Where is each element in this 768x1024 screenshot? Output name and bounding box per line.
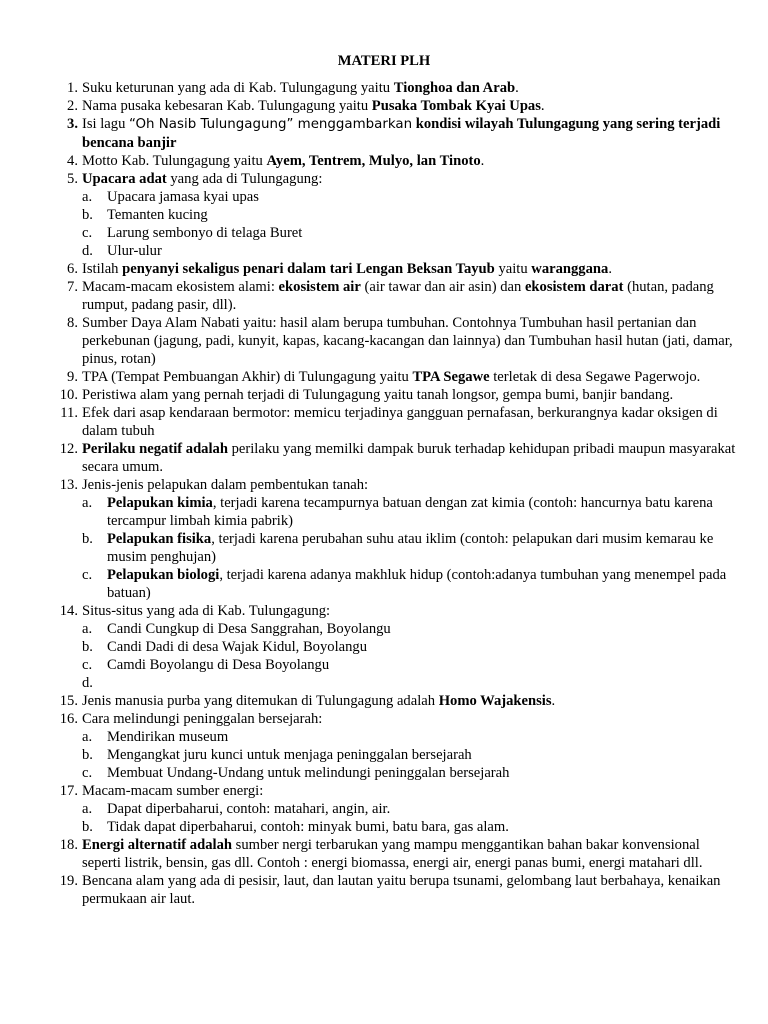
item-text	[82, 115, 740, 152]
sub-item-text	[107, 764, 740, 782]
text-segment: .	[551, 693, 556, 709]
sub-list-item	[50, 674, 740, 692]
bold-text: Perilaku negatif adalah	[82, 441, 228, 457]
bold-text: penyanyi sekaligus penari dalam tari Lengan Beksan Tayub	[122, 261, 495, 277]
text-segment: (hutan, padang rumput, padang pasir, dll).	[82, 279, 714, 313]
text-segment: .	[515, 80, 519, 96]
item-number: 2.	[67, 98, 78, 114]
list-item	[50, 440, 740, 476]
text-segment: Ulur-ulur	[107, 243, 162, 259]
bold-text: ekosistem darat	[524, 279, 624, 295]
bold-text: kondisi wilayah Tulungagung yang sering terjadi bencana banjir	[82, 116, 721, 151]
sub-item-text	[107, 566, 740, 602]
document-title: MATERI PLH	[337, 53, 431, 69]
item-text	[82, 260, 740, 278]
list-item	[50, 97, 740, 115]
sub-item-text	[107, 638, 740, 656]
bold-text: Tionghoa dan Arab	[393, 80, 516, 96]
item-text	[82, 314, 740, 368]
text-segment: Tidak dapat diperbaharui, contoh: minyak bumi, batu bara, gas alam.	[107, 819, 509, 835]
list-item	[50, 278, 740, 314]
sub-list-item	[50, 224, 740, 242]
sub-item-letter: c.	[82, 765, 93, 781]
item-number: 7.	[67, 279, 78, 295]
list-item	[50, 710, 740, 728]
item-number: 12.	[59, 441, 78, 457]
list-item	[50, 170, 740, 188]
text-segment: Suku keturunan yang ada di Kab. Tulungagung yaitu	[82, 80, 394, 96]
list-item	[50, 79, 740, 97]
list-item	[50, 692, 740, 710]
sub-item-text	[107, 728, 740, 746]
text-segment: TPA (Tempat Pembuangan Akhir) di Tulungagung yaitu	[82, 369, 413, 385]
sub-item-letter: c.	[82, 225, 93, 241]
bold-text: Pusaka Tombak Kyai Upas	[371, 98, 541, 114]
text-segment: Membuat Undang-Undang untuk melindungi peninggalan bersejarah	[107, 765, 510, 781]
sub-list-item	[50, 566, 740, 602]
sub-item-letter: b.	[82, 639, 93, 655]
item-text	[82, 152, 740, 170]
sub-item-letter: a.	[82, 495, 93, 511]
bold-text: TPA Segawe	[412, 369, 490, 385]
sub-list-item	[50, 656, 740, 674]
item-number: 3.	[67, 116, 78, 132]
text-segment: Sumber Daya Alam Nabati yaitu: hasil alam berupa tumbuhan. Contohnya Tumbuhan hasil pertanian dan perkebunan (jagung, padi, kunyit, kapas, kacang-kacangan dan lainnya) dan Tumbuhan hasil hutan (jati, damar, pinus, rotan)	[82, 315, 733, 367]
sub-item-text	[107, 494, 740, 530]
sub-item-text	[107, 674, 740, 692]
sub-item-text	[107, 188, 740, 206]
sub-item-text	[107, 620, 740, 638]
text-segment: .	[608, 261, 612, 277]
text-segment: Efek dari asap kendaraan bermotor: memicu terjadinya gangguan pernafasan, berkurangnya kadar oksigen di dalam tubuh	[82, 405, 718, 439]
sub-list-item	[50, 746, 740, 764]
text-segment: , terjadi karena tecampurnya batuan dengan zat kimia (contoh: hancurnya batu karena tercampur limbah kimia pabrik)	[107, 495, 713, 529]
item-number: 1.	[67, 80, 78, 96]
item-text	[82, 170, 740, 188]
list-item	[50, 115, 740, 152]
sub-item-letter: b.	[82, 747, 93, 763]
bold-text: Upacara adat	[82, 171, 167, 187]
bold-text: Ayem, Tentrem, Mulyo, lan Tinoto	[266, 153, 481, 169]
bold-text: Homo Wajakensis	[438, 693, 552, 709]
sub-item-letter: a.	[82, 801, 93, 817]
sub-item-text	[107, 818, 740, 836]
sub-list-item	[50, 188, 740, 206]
item-text	[82, 602, 740, 620]
sub-item-text	[107, 656, 740, 674]
text-segment: Situs-situs yang ada di Kab. Tulungagung:	[82, 603, 331, 619]
text-segment: yang ada di Tulungagung:	[166, 171, 323, 187]
item-text	[82, 79, 740, 97]
sub-list-item	[50, 620, 740, 638]
item-number: 16.	[59, 711, 78, 727]
text-segment: Camdi Boyolangu di Desa Boyolangu	[107, 657, 330, 673]
item-text	[82, 440, 740, 476]
text-segment: Macam-macam sumber energi:	[82, 783, 264, 799]
numbered-list	[50, 79, 740, 908]
text-segment: sumber nergi terbarukan yang mampu menggantikan bahan bakar konvensional seperti listrik, bensin, gas dll. Contoh : energi biomassa, energi air, energi panas bumi, energi matahari dll.	[82, 837, 703, 871]
sub-list-item	[50, 530, 740, 566]
text-segment: Peristiwa alam yang pernah terjadi di Tulungagung yaitu tanah longsor, gempa bumi, banjir bandang.	[82, 387, 674, 403]
item-text	[82, 97, 740, 115]
text-segment: Upacara jamasa kyai upas	[107, 189, 259, 205]
item-text	[82, 368, 740, 386]
text-segment: Temanten kucing	[107, 207, 208, 223]
text-segment: , terjadi karena perubahan suhu atau iklim (contoh: pelapukan dari musim kemarau ke musim penghujan)	[107, 531, 714, 565]
bold-text: Pelapukan kimia	[107, 495, 213, 511]
text-segment: Larung sembonyo di telaga Buret	[107, 225, 303, 241]
text-segment: Nama pusaka kebesaran Kab. Tulungagung yaitu	[82, 98, 372, 114]
text-segment: .	[540, 98, 545, 114]
sub-item-letter: c.	[82, 657, 93, 673]
text-segment: Istilah	[82, 261, 123, 277]
text-segment: “Oh Nasib Tulungagung” menggambarkan	[129, 117, 413, 132]
text-segment: , terjadi karena adanya makhluk hidup (contoh:adanya tumbuhan yang menempel pada batuan)	[107, 567, 727, 601]
text-segment: Jenis-jenis pelapukan dalam pembentukan tanah:	[82, 477, 369, 493]
item-number: 14.	[59, 603, 78, 619]
item-number: 19.	[59, 873, 78, 889]
list-item	[50, 782, 740, 800]
sub-item-letter: b.	[82, 531, 93, 547]
sub-item-letter: a.	[82, 189, 93, 205]
sub-list-item	[50, 494, 740, 530]
text-segment: Mengangkat juru kunci untuk menjaga peninggalan bersejarah	[107, 747, 472, 763]
sub-item-text	[107, 206, 740, 224]
sub-item-letter: a.	[82, 621, 93, 637]
item-number: 10.	[59, 387, 78, 403]
sub-item-letter: a.	[82, 729, 93, 745]
text-segment: .	[480, 153, 485, 169]
sub-item-text	[107, 530, 740, 566]
sub-item-letter: d.	[82, 675, 93, 691]
item-number: 18.	[59, 837, 78, 853]
sub-item-letter: c.	[82, 567, 93, 583]
text-segment: Jenis manusia purba yang ditemukan di Tulungagung adalah	[82, 693, 439, 709]
list-item	[50, 368, 740, 386]
list-item	[50, 260, 740, 278]
sub-list-item	[50, 638, 740, 656]
sub-item-letter: b.	[82, 207, 93, 223]
list-item	[50, 404, 740, 440]
text-segment: Bencana alam yang ada di pesisir, laut, dan lautan yaitu berupa tsunami, gelombang laut berbahaya, kenaikan permukaan air laut.	[82, 873, 721, 907]
list-item	[50, 152, 740, 170]
text-segment: Candi Dadi di desa Wajak Kidul, Boyolangu	[107, 639, 367, 655]
bold-text: Pelapukan biologi	[107, 567, 220, 583]
item-text	[82, 278, 740, 314]
bold-text: ekosistem air	[278, 279, 361, 295]
sub-list-item	[50, 818, 740, 836]
sub-item-text	[107, 224, 740, 242]
bold-text: Pelapukan fisika	[107, 531, 212, 547]
item-text	[82, 692, 740, 710]
item-number: 5.	[67, 171, 78, 187]
item-number: 11.	[60, 405, 78, 421]
item-text	[82, 404, 740, 440]
text-segment: (air tawar dan air asin) dan	[360, 279, 525, 295]
text-segment: Motto Kab. Tulungagung yaitu	[82, 153, 267, 169]
item-text	[82, 836, 740, 872]
sub-item-text	[107, 242, 740, 260]
sub-item-text	[107, 746, 740, 764]
item-text	[82, 476, 740, 494]
item-text	[82, 386, 740, 404]
item-text	[82, 782, 740, 800]
sub-list-item	[50, 206, 740, 224]
item-number: 6.	[67, 261, 78, 277]
item-text	[82, 872, 740, 908]
sub-list-item	[50, 728, 740, 746]
bold-text: Energi alternatif adalah	[82, 837, 232, 853]
list-item	[50, 872, 740, 908]
list-item	[50, 476, 740, 494]
sub-list-item	[50, 242, 740, 260]
sub-item-text	[107, 800, 740, 818]
list-item	[50, 602, 740, 620]
text-segment: Cara melindungi peninggalan bersejarah:	[82, 711, 323, 727]
list-item	[50, 836, 740, 872]
text-segment: yaitu	[494, 261, 532, 277]
sub-list-item	[50, 800, 740, 818]
text-segment: perilaku yang memilki dampak buruk terhadap kehidupan pribadi maupun masyarakat secara umum.	[82, 441, 736, 475]
list-item	[50, 314, 740, 368]
sub-item-letter: b.	[82, 819, 93, 835]
text-segment: Dapat diperbaharui, contoh: matahari, angin, air.	[107, 801, 391, 817]
item-number: 15.	[59, 693, 78, 709]
item-number: 13.	[59, 477, 78, 493]
item-number: 17.	[59, 783, 78, 799]
text-segment: Isi lagu	[82, 116, 130, 132]
list-item	[50, 386, 740, 404]
sub-list-item	[50, 764, 740, 782]
item-number: 8.	[67, 315, 78, 331]
item-text	[82, 710, 740, 728]
text-segment: Mendirikan museum	[107, 729, 229, 745]
text-segment: terletak di desa Segawe Pagerwojo.	[489, 369, 701, 385]
item-number: 4.	[67, 153, 78, 169]
bold-text: waranggana	[531, 261, 609, 277]
sub-item-letter: d.	[82, 243, 93, 259]
text-segment: Candi Cungkup di Desa Sanggrahan, Boyolangu	[107, 621, 391, 637]
text-segment: Macam-macam ekosistem alami:	[82, 279, 279, 295]
item-number: 9.	[67, 369, 78, 385]
